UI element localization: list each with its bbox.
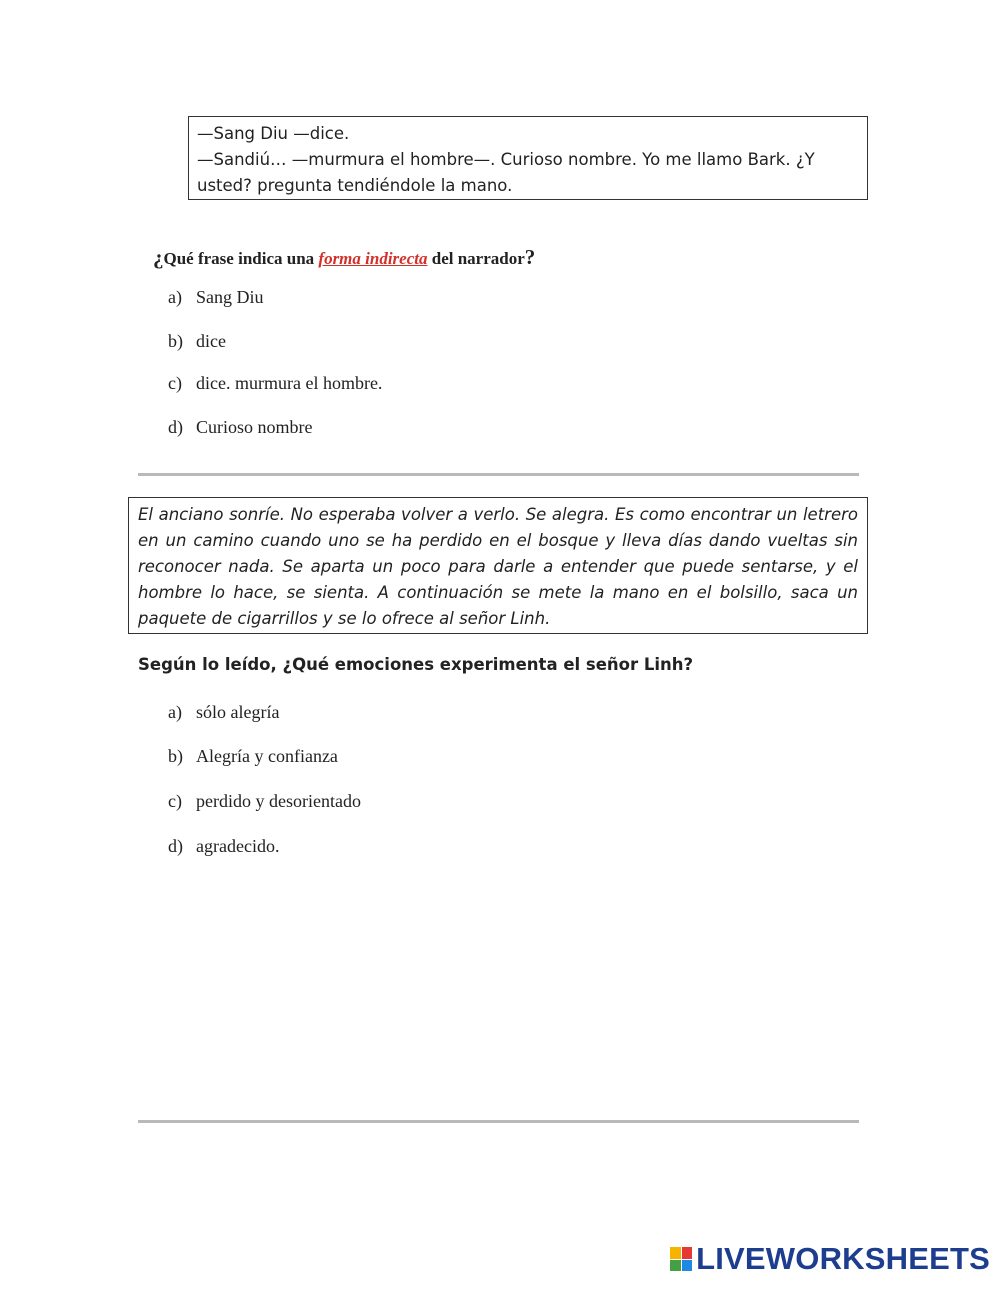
q2-option-c[interactable]	[168, 791, 361, 812]
liveworksheets-brand	[670, 1241, 990, 1277]
question-1-before: Qué frase indica una	[163, 249, 319, 268]
option-letter: c)	[168, 791, 182, 811]
option-text: sólo alegría	[196, 702, 280, 722]
q1-option-d[interactable]	[168, 417, 313, 438]
option-letter: c)	[168, 373, 182, 393]
dialogue-line-2: —Sandiú… —murmura el hombre—. Curioso nombre. Yo me llamo Bark. ¿Y usted? pregunta tendiéndole la mano.	[197, 150, 815, 195]
brand-name: LIVEWORKSHEETS	[696, 1241, 990, 1276]
q2-option-b[interactable]	[168, 746, 338, 767]
option-letter: a)	[168, 287, 182, 307]
question-1-open-mark: ¿	[153, 245, 164, 269]
option-text: dice. murmura el hombre.	[196, 373, 383, 393]
option-text: dice	[196, 331, 226, 351]
question-1-close-mark: ?	[524, 245, 536, 269]
divider-1	[138, 473, 859, 476]
option-letter: d)	[168, 836, 183, 856]
dialogue-box	[188, 116, 868, 200]
question-2-prompt: Según lo leído, ¿Qué emociones experimenta el señor Linh?	[138, 655, 694, 674]
question-1-highlight: forma indirecta	[318, 249, 428, 268]
passage-text: El anciano sonríe. No esperaba volver a verlo. Se alegra. Es como encontrar un letrero en un camino cuando uno se ha perdido en el bosque y lleva días dando vueltas sin reconocer nada. Se aparta un poco para darle a entender que puede sentarse, y el hombre lo hace, se sienta. A continuación se mete la mano en el bolsillo, saca un paquete de cigarrillos y se lo ofrece al señor Linh.	[138, 505, 858, 628]
option-text: Curioso nombre	[196, 417, 313, 437]
option-letter: b)	[168, 331, 183, 351]
option-letter: b)	[168, 746, 183, 766]
q1-option-b[interactable]	[168, 331, 226, 352]
option-text: agradecido.	[196, 836, 280, 856]
option-letter: d)	[168, 417, 183, 437]
option-text: Alegría y confianza	[196, 746, 338, 766]
liveworksheets-logo-icon	[670, 1247, 692, 1271]
option-text: perdido y desorientado	[196, 791, 361, 811]
q2-option-d[interactable]	[168, 836, 279, 857]
q1-option-a[interactable]	[168, 287, 264, 308]
dialogue-line-1: —Sang Diu —dice.	[197, 124, 350, 143]
question-1-after: del narrador	[427, 249, 525, 268]
passage-box	[128, 497, 868, 634]
option-letter: a)	[168, 702, 182, 722]
divider-2	[138, 1120, 859, 1123]
option-text: Sang Diu	[196, 287, 264, 307]
q2-option-a[interactable]	[168, 702, 279, 723]
q1-option-c[interactable]	[168, 373, 382, 394]
question-1-prompt	[153, 245, 535, 270]
